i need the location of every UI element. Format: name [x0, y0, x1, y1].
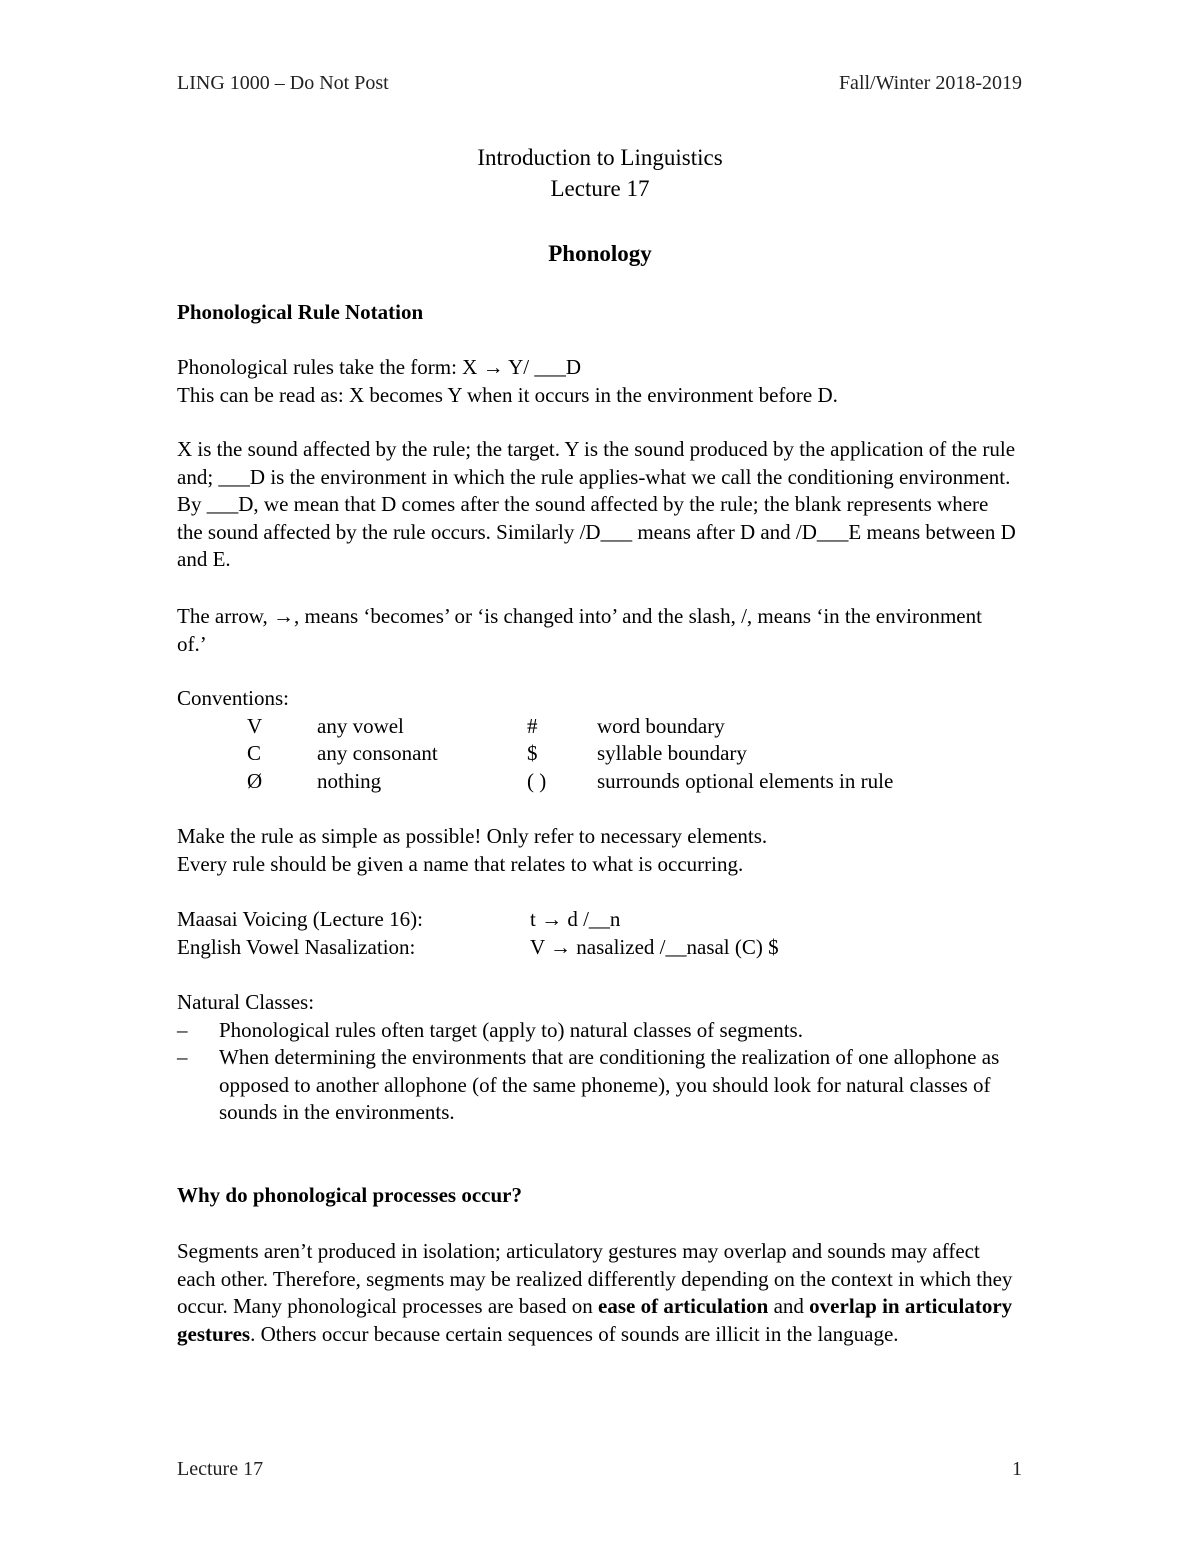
- convention-description: any consonant: [317, 741, 438, 765]
- doc-title: Introduction to Linguistics: [477, 145, 723, 170]
- convention-description: word boundary: [597, 713, 725, 738]
- text: Segments aren’t produced in isolation; articulatory gestures may overlap and sounds may affect each other. Therefore, segments may be realized differently depending on the context in which they occur. Many phonological processes are based on: [177, 1239, 1013, 1318]
- header-course: LING 1000 – Do Not Post: [177, 72, 389, 94]
- convention-symbol: $: [527, 741, 538, 765]
- section-heading: Phonological Rule Notation: [177, 300, 424, 324]
- example-name: Maasai Voicing (Lecture 16):: [177, 907, 423, 931]
- paragraph: [177, 1238, 1022, 1348]
- paragraph: X is the sound affected by the rule; the target. Y is the sound produced by the application of the rule and; ___D is the environment in which the rule applies-what we call the conditioning environment. By ___D, we mean that D comes after the sound affected by the rule; the blank represents where the sound affected by the rule occurs. Similarly /D___ means after D and /D___E means between D and E.: [177, 437, 1016, 571]
- example-rule: t → d /__n: [530, 907, 621, 931]
- convention-description: nothing: [317, 768, 382, 793]
- convention-symbol: Ø: [247, 768, 263, 793]
- doc-topic: Phonology: [548, 241, 652, 266]
- list-item: [177, 1044, 1027, 1127]
- rule-reading-line: This can be read as: X becomes Y when it occurs in the environment before D.: [177, 382, 838, 407]
- note-line: Every rule should be given a name that relates to what is occurring.: [177, 851, 744, 876]
- text: . Others occur because certain sequences of sounds are illicit in the language.: [250, 1321, 899, 1346]
- conventions-table: [177, 713, 893, 796]
- conventions-label: Conventions:: [177, 686, 290, 710]
- note-line: Make the rule as simple as possible! Only refer to necessary elements.: [177, 824, 768, 848]
- bullet-dash: –: [177, 1045, 188, 1069]
- rule-examples: [177, 906, 1027, 961]
- convention-row: [177, 713, 893, 741]
- convention-symbol: ( ): [527, 768, 547, 793]
- example-row: [177, 906, 779, 934]
- convention-description: syllable boundary: [597, 741, 747, 765]
- convention-row: [177, 740, 893, 768]
- convention-description: any vowel: [317, 713, 404, 738]
- section-heading: Why do phonological processes occur?: [177, 1183, 522, 1207]
- convention-symbol: #: [527, 713, 538, 738]
- doc-subtitle: Lecture 17: [550, 176, 650, 201]
- simplicity-note: [177, 823, 1027, 878]
- rule-form: [177, 354, 1027, 409]
- bold-term: overlap in articulatory gestures: [177, 1294, 1013, 1346]
- convention-symbol: C: [247, 741, 262, 765]
- rule-form-line: Phonological rules take the form: X → Y/ ___D: [177, 355, 581, 379]
- example-name: English Vowel Nasalization:: [177, 934, 416, 959]
- natural-classes: [177, 989, 1027, 1127]
- conventions: [177, 685, 1027, 795]
- header-term: Fall/Winter 2018-2019: [838, 72, 1022, 94]
- convention-symbol: V: [247, 713, 263, 738]
- convention-description: surrounds optional elements in rule: [597, 768, 894, 793]
- bullet-dash: –: [177, 1017, 188, 1042]
- convention-row: [177, 768, 893, 796]
- natural-classes-label: Natural Classes:: [177, 990, 315, 1014]
- page-number: 1: [1012, 1458, 1022, 1480]
- text: and: [768, 1294, 810, 1318]
- paragraph: The arrow, →, means ‘becomes’ or ‘is changed into’ and the slash, /, means ‘in the environment of.’: [177, 604, 982, 656]
- list-item-text: When determining the environments that are conditioning the realization of one allophone as opposed to another allophone (of the same phoneme), you should look for natural classes of sounds in the environments.: [219, 1045, 1000, 1124]
- list-item-text: Phonological rules often target (apply to) natural classes of segments.: [219, 1017, 803, 1042]
- example-rule: V → nasalized /__nasal (C) $: [530, 934, 779, 959]
- footer-lecture: Lecture 17: [177, 1458, 264, 1480]
- example-row: [177, 934, 779, 962]
- list-item: [177, 1017, 1027, 1045]
- bold-term: ease of articulation: [598, 1294, 769, 1318]
